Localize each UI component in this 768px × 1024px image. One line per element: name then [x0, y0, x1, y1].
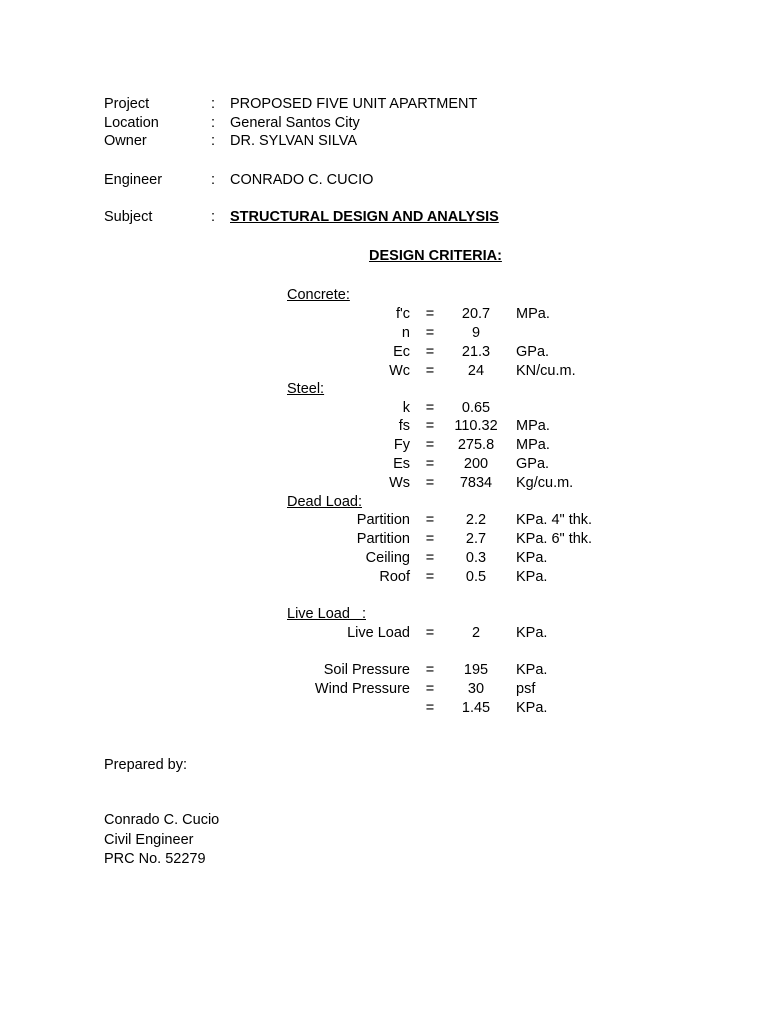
owner-value: DR. SYLVAN SILVA: [230, 133, 358, 149]
concrete-eq: =: [425, 306, 435, 322]
dead-load-unit: KPa. 4" thk.: [516, 512, 593, 528]
steel-eq: =: [425, 456, 435, 472]
other-loads-eq: =: [425, 681, 435, 697]
project-colon: :: [211, 96, 216, 112]
steel-param: Fy: [393, 437, 410, 453]
steel-unit: MPa.: [516, 418, 550, 434]
prepared-by-label: Prepared by:: [104, 757, 188, 773]
location-colon: :: [211, 115, 216, 131]
subject-value: STRUCTURAL DESIGN AND ANALYSIS: [230, 209, 499, 225]
dead-load-param: Ceiling: [365, 550, 410, 566]
concrete-unit: MPa.: [516, 306, 550, 322]
concrete-value: 9: [471, 325, 481, 341]
dead-load-value: 2.2: [465, 512, 487, 528]
subject-colon: :: [211, 209, 216, 225]
preparer-prc: PRC No. 52279: [104, 851, 206, 867]
other-loads-eq: =: [425, 662, 435, 678]
dead-load-eq: =: [425, 531, 435, 547]
steel-param: Ws: [389, 475, 410, 491]
dead-load-param: Partition: [356, 531, 410, 547]
engineer-label: Engineer: [104, 172, 163, 188]
dead-load-eq: =: [425, 569, 435, 585]
dead-load-eq: =: [425, 512, 435, 528]
concrete-param: Wc: [389, 363, 410, 379]
dead-load-value: 0.3: [465, 550, 487, 566]
concrete-unit: GPa.: [516, 344, 550, 360]
dead-load-value: 0.5: [465, 569, 487, 585]
steel-value: 7834: [459, 475, 493, 491]
concrete-value: 24: [467, 363, 485, 379]
other-loads-value: 195: [463, 662, 489, 678]
dead-load-param: Roof: [379, 569, 410, 585]
dead-load-param: Partition: [356, 512, 410, 528]
design-criteria-title: DESIGN CRITERIA:: [369, 248, 502, 264]
steel-eq: =: [425, 437, 435, 453]
dead-load-unit: KPa. 6" thk.: [516, 531, 593, 547]
live-load-unit: KPa.: [516, 625, 548, 641]
concrete-eq: =: [425, 325, 435, 341]
preparer-name: Conrado C. Cucio: [104, 812, 220, 828]
steel-eq: =: [425, 418, 435, 434]
dead-load-heading: Dead Load:: [287, 494, 362, 510]
live-load-param: Live Load: [347, 625, 410, 641]
steel-unit: MPa.: [516, 437, 550, 453]
steel-param: fs: [398, 418, 410, 434]
steel-eq: =: [425, 400, 435, 416]
live-load-eq: =: [425, 625, 435, 641]
concrete-heading: Concrete:: [287, 287, 350, 303]
concrete-param: n: [401, 325, 410, 341]
steel-value: 275.8: [457, 437, 495, 453]
steel-eq: =: [425, 475, 435, 491]
live-load-heading: Live Load :: [287, 606, 366, 622]
engineer-value: CONRADO C. CUCIO: [230, 172, 374, 188]
steel-value: 0.65: [461, 400, 491, 416]
steel-value: 200: [463, 456, 489, 472]
owner-label: Owner: [104, 133, 147, 149]
steel-unit: GPa.: [516, 456, 550, 472]
live-load-value: 2: [471, 625, 481, 641]
steel-heading: Steel:: [287, 381, 325, 397]
concrete-param: Ec: [393, 344, 410, 360]
subject-label: Subject: [104, 209, 153, 225]
other-loads-value: 1.45: [461, 700, 491, 716]
concrete-value: 21.3: [461, 344, 491, 360]
concrete-value: 20.7: [461, 306, 491, 322]
other-loads-param: Wind Pressure: [314, 681, 410, 697]
other-loads-value: 30: [467, 681, 485, 697]
dead-load-eq: =: [425, 550, 435, 566]
dead-load-value: 2.7: [465, 531, 487, 547]
dead-load-unit: KPa.: [516, 569, 548, 585]
concrete-param: f'c: [395, 306, 410, 322]
steel-unit: Kg/cu.m.: [516, 475, 574, 491]
location-label: Location: [104, 115, 159, 131]
concrete-unit: KN/cu.m.: [516, 363, 576, 379]
owner-colon: :: [211, 133, 216, 149]
steel-value: 110.32: [454, 418, 498, 434]
project-value: PROPOSED FIVE UNIT APARTMENT: [230, 96, 478, 112]
preparer-title: Civil Engineer: [104, 832, 194, 848]
steel-param: k: [402, 400, 410, 416]
other-loads-unit: KPa.: [516, 662, 548, 678]
other-loads-unit: KPa.: [516, 700, 548, 716]
other-loads-param: Soil Pressure: [323, 662, 410, 678]
engineer-colon: :: [211, 172, 216, 188]
concrete-eq: =: [425, 363, 435, 379]
other-loads-unit: psf: [516, 681, 536, 697]
concrete-eq: =: [425, 344, 435, 360]
project-label: Project: [104, 96, 150, 112]
other-loads-eq: =: [425, 700, 435, 716]
location-value: General Santos City: [230, 115, 360, 131]
steel-param: Es: [393, 456, 410, 472]
dead-load-unit: KPa.: [516, 550, 548, 566]
